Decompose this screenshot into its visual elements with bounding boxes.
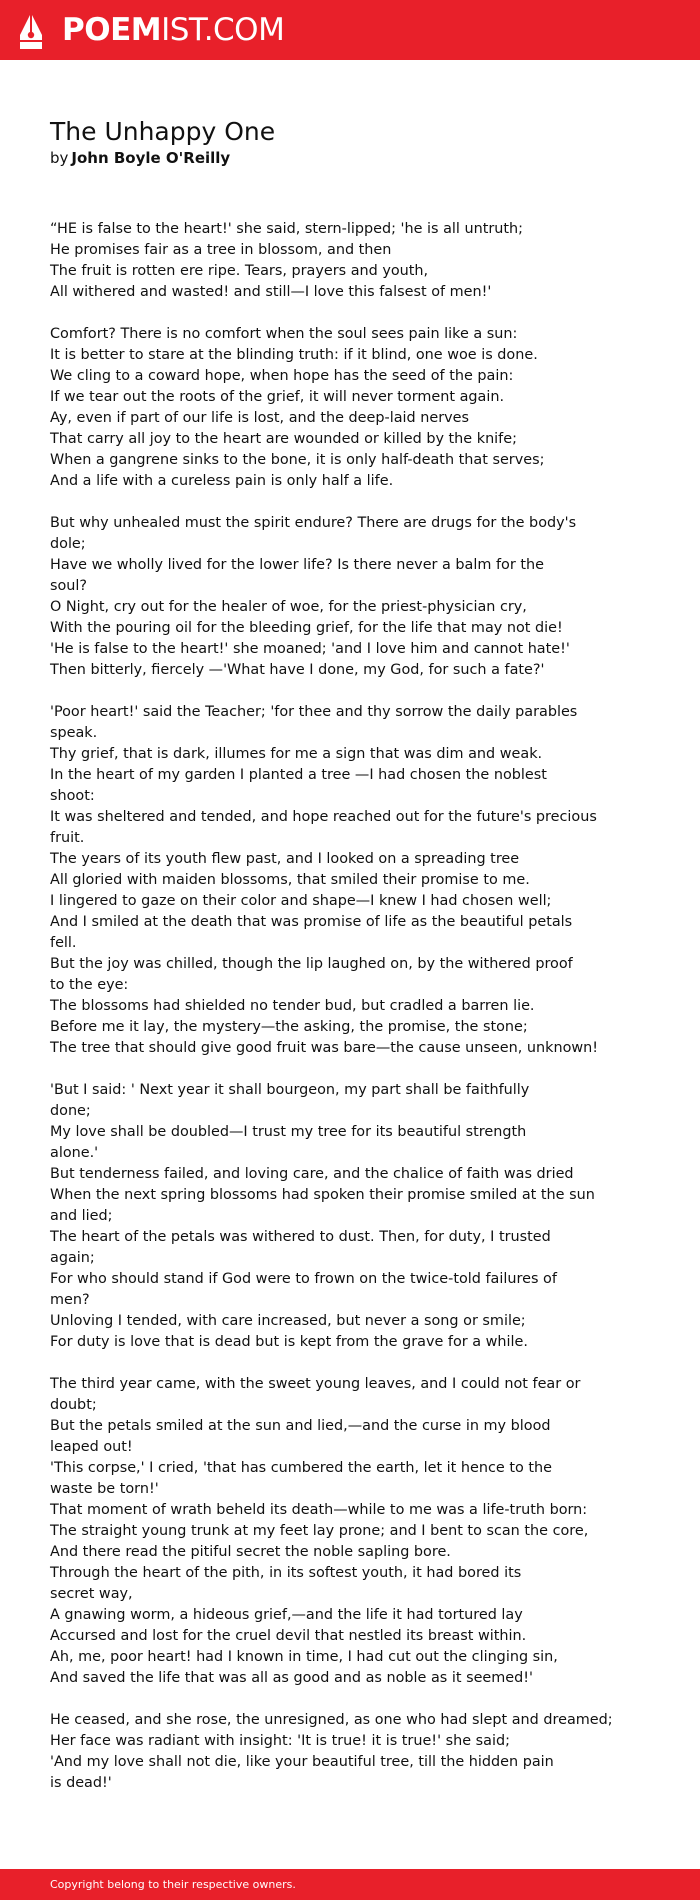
poem-line: Ay, even if part of our life is lost, and the deep-laid nerves (50, 410, 469, 426)
poem-line: And I smiled at the death that was promise of life as the beautiful petals (50, 914, 573, 930)
poem-author: John Boyle O'Reilly (71, 149, 231, 167)
poem-line: 'This corpse,' I cried, 'that has cumbered the earth, let it hence to the (50, 1460, 552, 1476)
poem-body (50, 219, 650, 1815)
poem-stanza (50, 1374, 650, 1689)
poem-line: The fruit is rotten ere ripe. Tears, prayers and youth, (50, 263, 429, 279)
poem-line: again; (50, 1250, 95, 1266)
poem-line: Ah, me, poor heart! had I known in time, I had cut out the clinging sin, (50, 1649, 558, 1665)
poem-line: That carry all joy to the heart are wounded or killed by the knife; (50, 431, 517, 447)
byline-prefix: by (50, 149, 69, 167)
poem-line: But the petals smiled at the sun and lied,—and the curse in my blood (50, 1418, 551, 1434)
site-header (0, 0, 700, 60)
poem-line: dole; (50, 536, 86, 552)
poem-line: 'And my love shall not die, like your beautiful tree, till the hidden pain (50, 1754, 554, 1770)
poem-line: The tree that should give good fruit was bare—the cause unseen, unknown! (50, 1040, 599, 1056)
poem-line: But the joy was chilled, though the lip laughed on, by the withered proof (50, 956, 573, 972)
poem-line: Her face was radiant with insight: 'It is true! it is true!' she said; (50, 1733, 510, 1749)
poem-line: and lied; (50, 1208, 113, 1224)
poem-line: He promises fair as a tree in blossom, and then (50, 242, 392, 258)
poem-line: 'He is false to the heart!' she moaned; 'and I love him and cannot hate!' (50, 641, 570, 657)
pen-nib-icon (18, 11, 44, 51)
poem-line: 'Poor heart!' said the Teacher; 'for thee and thy sorrow the daily parables (50, 704, 578, 720)
poem-line: The blossoms had shielded no tender bud, but cradled a barren lie. (50, 998, 535, 1014)
poem-line: Unloving I tended, with care increased, but never a song or smile; (50, 1313, 526, 1329)
poem-stanza (50, 513, 650, 681)
poem-line: 'But I said: ' Next year it shall bourgeon, my part shall be faithfully (50, 1082, 530, 1098)
poem-line: to the eye: (50, 977, 129, 993)
poem-line: Have we wholly lived for the lower life? Is there never a balm for the (50, 557, 544, 573)
poem-byline (50, 148, 230, 168)
poem-line: soul? (50, 578, 88, 594)
poem-line: All gloried with maiden blossoms, that smiled their promise to me. (50, 872, 530, 888)
poem-stanza (50, 219, 650, 303)
poem-line: And saved the life that was all as good and as noble as it seemed!' (50, 1670, 534, 1686)
poem-stanza (50, 1710, 650, 1794)
poem-line: leaped out! (50, 1439, 133, 1455)
poem-title: The Unhappy One (50, 117, 276, 146)
poem-stanza (50, 702, 650, 1059)
poem-line: alone.' (50, 1145, 99, 1161)
poem-line: speak. (50, 725, 98, 741)
poem-line: Accursed and lost for the cruel devil that nestled its breast within. (50, 1628, 527, 1644)
poem-line: It is better to stare at the blinding truth: if it blind, one woe is done. (50, 347, 538, 363)
poem-stanza (50, 324, 650, 492)
poem-line: fruit. (50, 830, 85, 846)
site-logo[interactable] (62, 11, 284, 49)
poem-line: With the pouring oil for the bleeding grief, for the life that may not die! (50, 620, 563, 636)
poem-line: Through the heart of the pith, in its softest youth, it had bored its (50, 1565, 522, 1581)
poem-line: All withered and wasted! and still—I love this falsest of men!' (50, 284, 492, 300)
poem-line: He ceased, and she rose, the unresigned, as one who had slept and dreamed; (50, 1712, 613, 1728)
logo-text-bold: POEM (62, 12, 162, 48)
poem-line: My love shall be doubled—I trust my tree for its beautiful strength (50, 1124, 527, 1140)
poem-line: For duty is love that is dead but is kept from the grave for a while. (50, 1334, 528, 1350)
poem-line: When the next spring blossoms had spoken their promise smiled at the sun (50, 1187, 595, 1203)
poem-line: Then bitterly, fiercely —'What have I done, my God, for such a fate?' (50, 662, 545, 678)
poem-line: That moment of wrath beheld its death—while to me was a life-truth born: (50, 1502, 588, 1518)
poem-line: If we tear out the roots of the grief, it will never torment again. (50, 389, 505, 405)
poem-line: fell. (50, 935, 77, 951)
poem-line: The heart of the petals was withered to dust. Then, for duty, I trusted (50, 1229, 551, 1245)
poem-line: The years of its youth flew past, and I looked on a spreading tree (50, 851, 520, 867)
poem-line: doubt; (50, 1397, 97, 1413)
poem-line: We cling to a coward hope, when hope has the seed of the pain: (50, 368, 514, 384)
poem-line: In the heart of my garden I planted a tree —I had chosen the noblest (50, 767, 547, 783)
poem-line: secret way, (50, 1586, 133, 1602)
poem-line: men? (50, 1292, 90, 1308)
poem-stanza (50, 1080, 650, 1353)
poem-line: A gnawing worm, a hideous grief,—and the life it had tortured lay (50, 1607, 523, 1623)
poem-line: When a gangrene sinks to the bone, it is only half-death that serves; (50, 452, 545, 468)
poem-line: It was sheltered and tended, and hope reached out for the future's precious (50, 809, 597, 825)
poem-line: waste be torn!' (50, 1481, 159, 1497)
poem-line: shoot: (50, 788, 95, 804)
poem-line: O Night, cry out for the healer of woe, for the priest-physician cry, (50, 599, 527, 615)
poem-line: I lingered to gaze on their color and shape—I knew I had chosen well; (50, 893, 552, 909)
poem-line: is dead!' (50, 1775, 112, 1791)
site-footer (0, 1869, 700, 1900)
poem-line: The straight young trunk at my feet lay prone; and I bent to scan the core, (50, 1523, 589, 1539)
poem-line: “HE is false to the heart!' she said, stern-lipped; 'he is all untruth; (50, 221, 524, 237)
poem-line: And a life with a cureless pain is only half a life. (50, 473, 394, 489)
poem-line: Thy grief, that is dark, illumes for me a sign that was dim and weak. (50, 746, 543, 762)
poem-line: The third year came, with the sweet young leaves, and I could not fear or (50, 1376, 581, 1392)
logo-text-light: IST.COM (161, 12, 285, 48)
poem-line: But tenderness failed, and loving care, and the chalice of faith was dried (50, 1166, 574, 1182)
poem-line: And there read the pitiful secret the noble sapling bore. (50, 1544, 451, 1560)
footer-copyright: Copyright belong to their respective owners. (50, 1878, 296, 1891)
poem-line: Comfort? There is no comfort when the soul sees pain like a sun: (50, 326, 518, 342)
poem-line: But why unhealed must the spirit endure? There are drugs for the body's (50, 515, 577, 531)
poem-line: For who should stand if God were to frown on the twice-told failures of (50, 1271, 557, 1287)
poem-line: done; (50, 1103, 91, 1119)
poem-line: Before me it lay, the mystery—the asking, the promise, the stone; (50, 1019, 528, 1035)
